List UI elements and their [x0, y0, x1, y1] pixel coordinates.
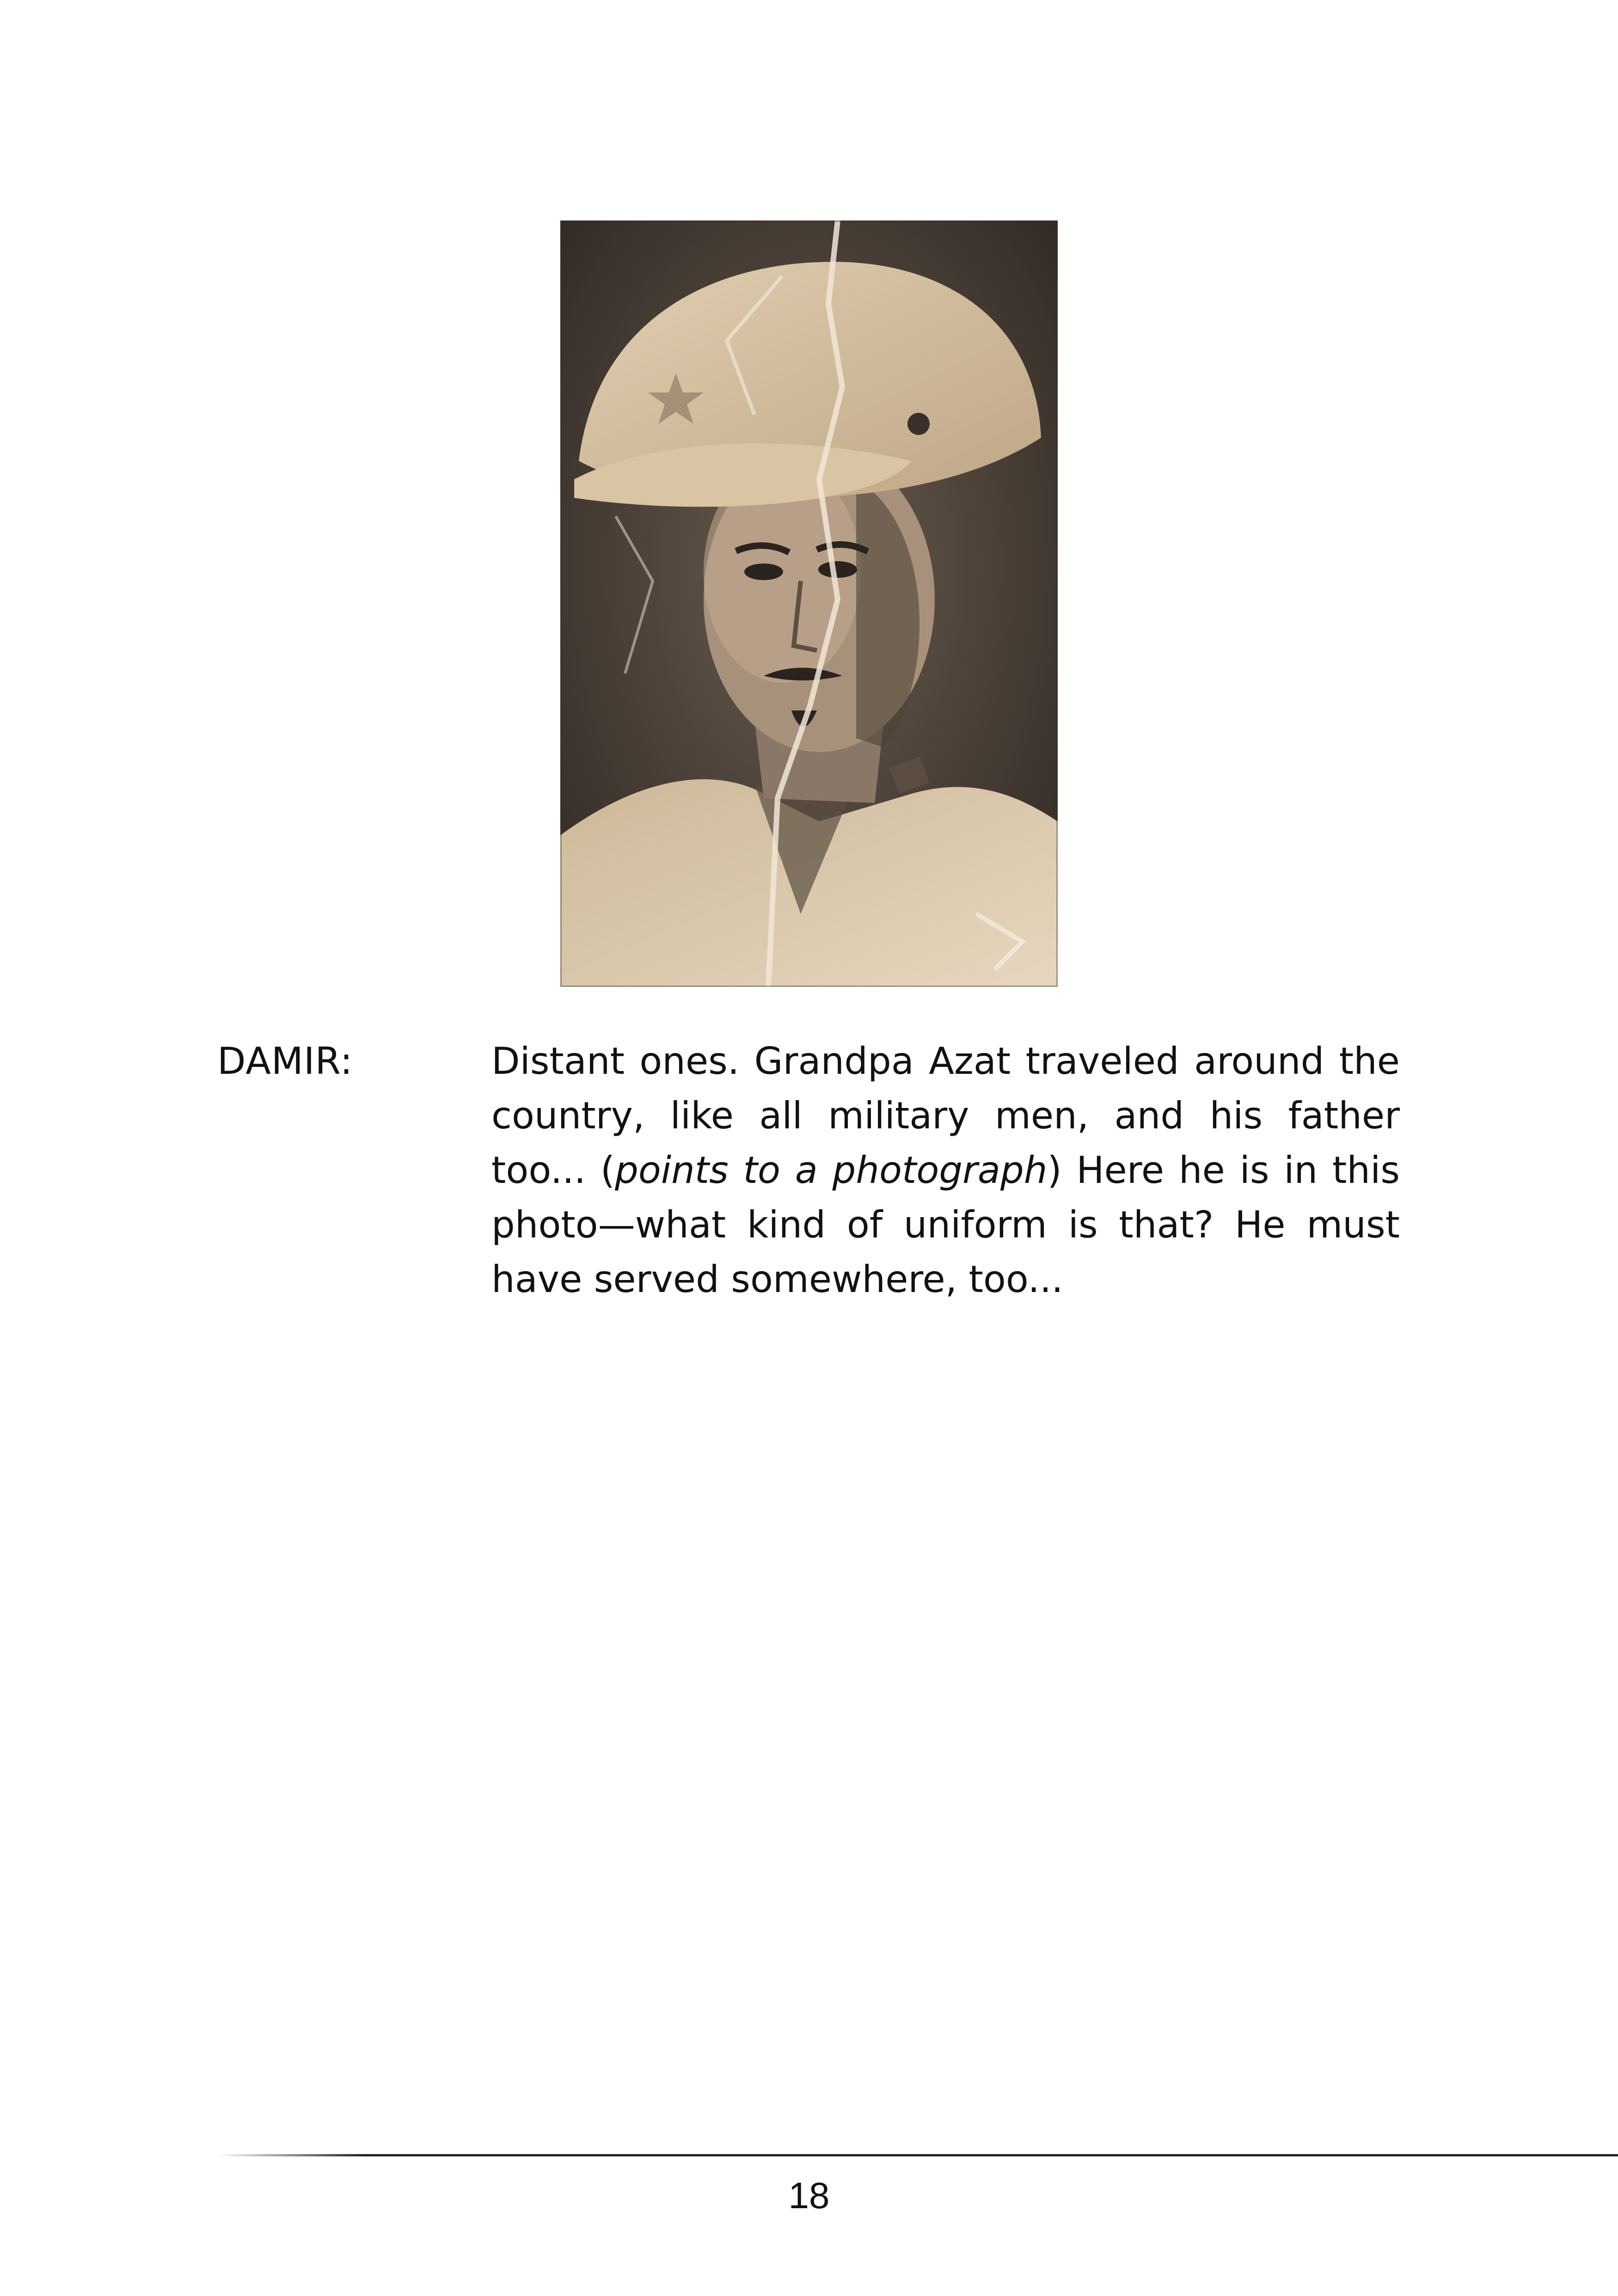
dialogue-line: Distant ones. Grandpa Azat traveled around the — [491, 1040, 1400, 1083]
old-portrait-photograph — [560, 220, 1058, 987]
dialogue-text — [491, 1034, 1400, 1307]
dialogue-line-with-stage-direction — [491, 1143, 1400, 1198]
page-number: 18 — [788, 2175, 830, 2216]
dialogue-line: photo—what kind of uniform is that? He must — [491, 1203, 1400, 1246]
stage-direction: points to a photograph — [615, 1149, 1048, 1192]
footer-rule — [217, 2154, 1618, 2156]
portrait-photo-illustration — [560, 220, 1058, 987]
speaker-name: DAMIR: — [217, 1040, 353, 1083]
footer-rule-fade — [217, 2154, 365, 2156]
dialogue-line: have served somewhere, too... — [491, 1258, 1063, 1301]
dialogue-line: country, like all military men, and his father — [491, 1094, 1400, 1137]
dialogue-fragment: ) Here he is in this — [1047, 1149, 1400, 1192]
dialogue-fragment: too... ( — [491, 1149, 615, 1192]
